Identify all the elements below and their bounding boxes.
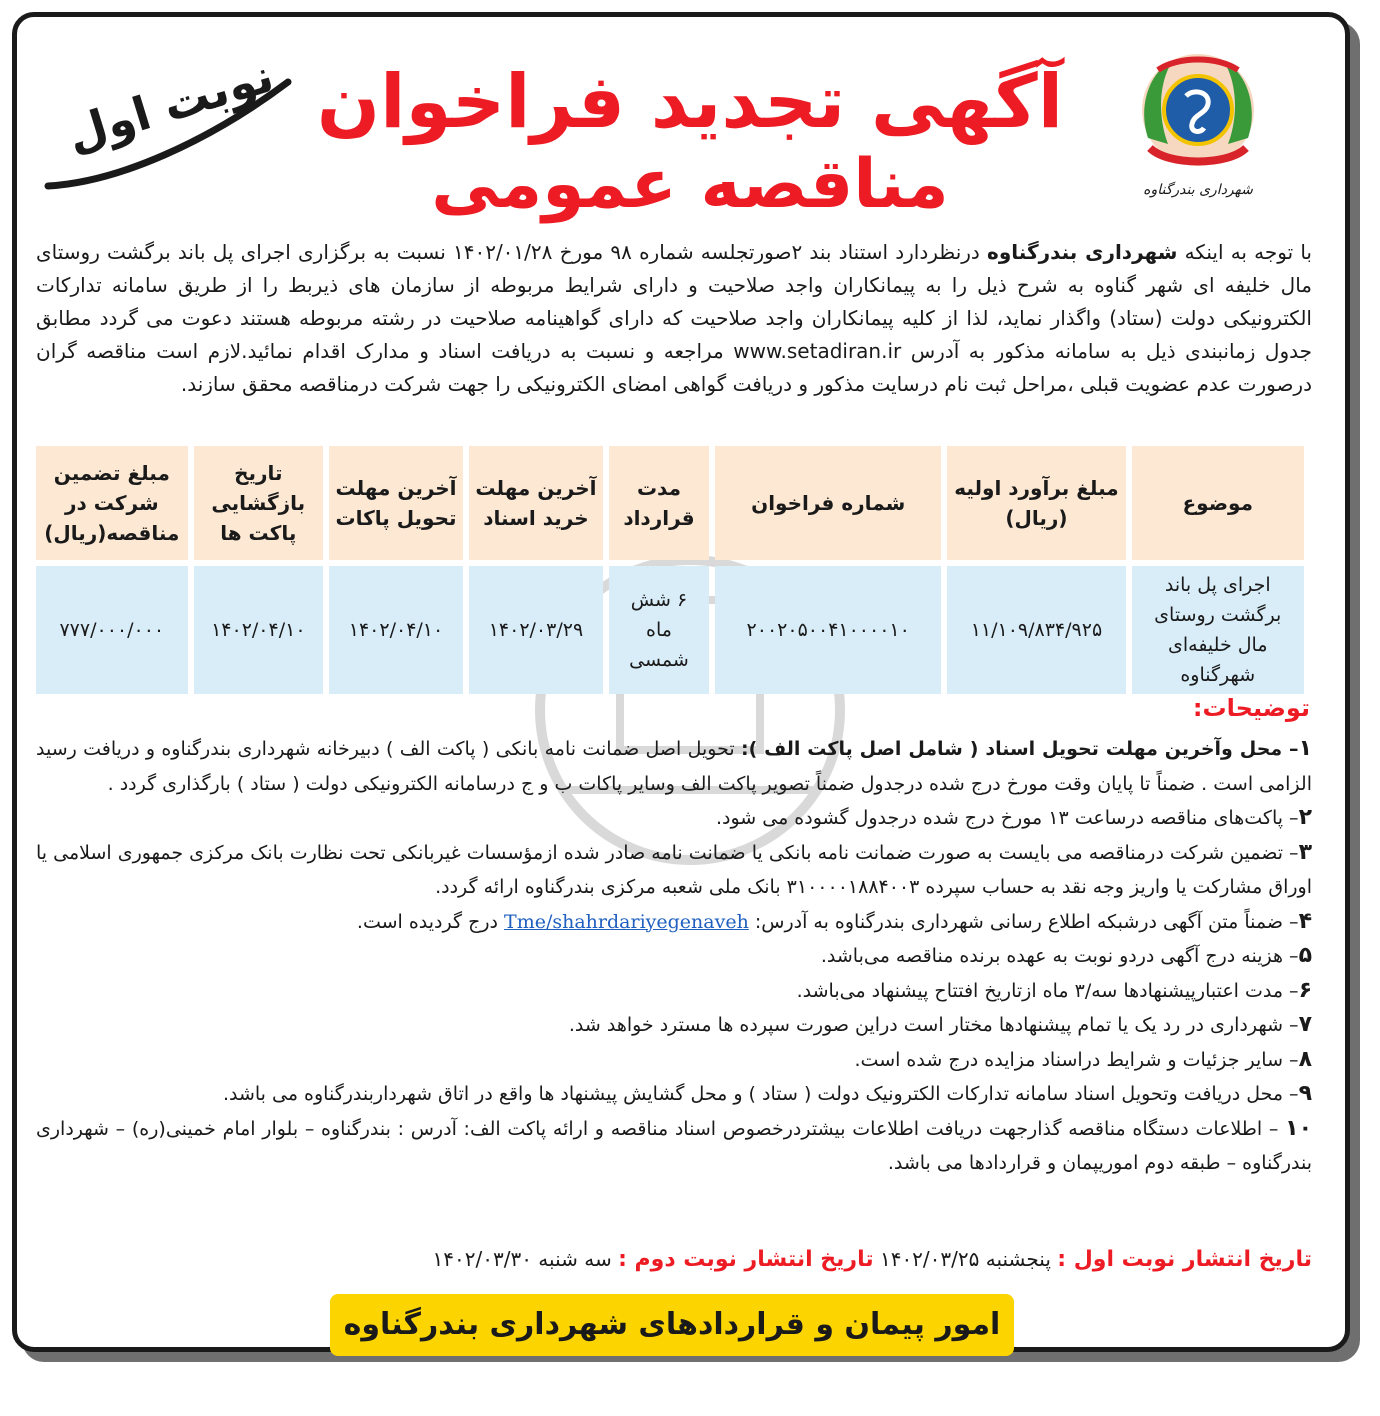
cell-doc-deadline: ۱۴۰۲/۰۳/۲۹ [469,566,603,694]
first-round-stamp-text: نوبت اول [60,48,280,162]
note-number: ۷ [1298,1012,1312,1037]
cell-guarantee: ۷۷۷/۰۰۰/۰۰۰ [36,566,188,694]
note-text: – سایر جزئیات و شرایط دراسناد مزایده درج شده است. [854,1048,1299,1071]
second-publication-date: سه شنبه ۱۴۰۲/۰۳/۳۰ [432,1247,619,1271]
note-text: – شهرداری در رد یک یا تمام پیشنهادها مختار است دراین صورت سپرده ها مسترد خواهد شد. [568,1014,1299,1036]
note-item-10 [36,1112,1312,1181]
table-row [36,566,1304,694]
note-text: – تضمین شرکت درمناقصه می بایست به صورت ضمانت نامه بانکی یا ضمانت نامه صادر شده ازمؤسسات غیربانکی تحت نظارت بانک مرکزی جمهوری اسلامی یا اوراق مشارکت یا واریز وجه نقد به حساب سپرده ۳۱۰۰۰۰۱۸۸۴۰۰۳ بانک ملی شعبه مرکزی بندرگناوه ارائه گردد. [36,841,1312,898]
note-text: – پاکت‌های مناقصه درساعت ۱۳ مورخ درج شده درجدول گشوده می شود. [715,807,1299,829]
note-item-3 [36,836,1312,905]
header-estimate: مبلغ برآورد اولیه (ریال) [947,446,1125,560]
note-number: ۱۰ [1285,1115,1312,1141]
header-subject: موضوع [1132,446,1305,560]
footer-department-banner: امور پیمان و قراردادهای شهرداری بندرگناوه [330,1294,1014,1356]
intro-organization: شهرداری بندرگناوه [987,240,1178,264]
note-item-6 [36,974,1312,1009]
note-text: – اطلاعات دستگاه مناقصه گذارجهت دریافت اطلاعات بیشتردرخصوص اسناد مناقصه و ارائه پاکت الف: آدرس : بندرگناوه – بلوار امام خمینی(ره) – شهرداری بندرگناوه – طبقه دوم اموریپمان و قراردادها می باشد. [36,1117,1312,1174]
header-call-number: شماره فراخوان [715,446,941,560]
header-envelope-deadline: آخرین مهلت تحویل پاکات [329,446,463,560]
note-item-8 [36,1043,1312,1078]
note-number: ۲ [1298,805,1312,830]
cell-estimate: ۱۱/۱۰۹/۸۳۴/۹۲۵ [947,566,1125,694]
telegram-link[interactable]: Tme/shahrdariyegenaveh [504,910,749,933]
emblem-caption: شهرداری بندرگناوه [1143,182,1253,198]
header-duration: مدت قرارداد [609,446,709,560]
tender-table [30,440,1310,700]
note-text: – محل دریافت وتحویل اسناد سامانه تدارکات الکترونیک دولت ( ستاد ) و محل گشایش پیشنهاد ها واقع در اتاق شهرداربندرگناوه می باشد. [222,1083,1299,1105]
note-number: ۱ [1298,736,1312,761]
note-number: ۶ [1298,977,1312,1003]
title-line-2: مناقصه عمومی [431,145,949,224]
note-lead: – محل وآخرین مهلت تحویل اسناد ( شامل اصل پاکت الف ): [740,738,1299,760]
cell-duration: ۶ شش ماه شمسی [609,566,709,694]
title-line-1: آگهی تجدید فراخوان [316,59,1064,145]
note-text: – هزینه درج آگهی دردو نوبت به عهده برنده مناقصه می‌باشد. [820,945,1299,967]
second-publication-label: تاریخ انتشار نوبت دوم : [618,1247,874,1272]
note-item-2 [36,801,1312,836]
note-text: تحویل اصل ضمانت نامه بانکی ( پاکت الف ) دبیرخانه شهرداری بندرگناوه و دریافت رسید الزامی است . ضمناً تا پایان وقت مورخ درج شده درجدول ضمناً تصویر پاکت الف وسایر پاکات ب و ج درسامانه الکترونیکی دولت ( ستاد ) بارگذاری گردد . [36,738,1312,795]
table-header-row [36,446,1304,560]
note-number: ۳ [1298,839,1312,865]
intro-text-rest: درنظردارد استناد بند ۲صورتجلسه شماره ۹۸ مورخ ۱۴۰۲/۰۱/۲۸ نسبت به برگزاری اجرای پل باند برگشت روستای مال خلیفه ای شهر گناوه به شرح ذیل را به پیمانکاران واجد صلاحیت و دارای شرایط مربوطه از سازمان های ذیربط را از طریق سامانه تدارکات الکترونیکی دولت (ستاد) واگذار نماید، لذا از کلیه پیمانکاران واجد صلاحیت که دارای گواهینامه صلاحیت در رشته مربوطه هستند دعوت می گردد مطابق جدول زمانبندی ذیل به سامانه مذکور به آدرس www.setadiran.ir مراجعه و نسبت به دریافت اسناد و مدارک اقدام نمائید.لازم است مناقصه گران درصورت عدم عضویت قبلی ،مراحل ثبت نام درسایت مذکور و دریافت گواهی امضای الکترونیکی را جهت شرکت درمناقصه محقق سازند. [36,240,1312,396]
note-item-5 [36,939,1312,974]
note-number: ۴ [1298,908,1312,934]
header-doc-deadline: آخرین مهلت خرید اسناد [469,446,603,560]
note-text: – ضمناً متن آگهی درشبکه اطلاع رسانی شهرداری بندرگناوه به آدرس: [748,910,1299,933]
note-number: ۸ [1298,1046,1312,1072]
note-number: ۵ [1298,943,1312,968]
note-text: – مدت اعتبارپیشنهادها سه/۳ ماه ازتاریخ افتتاح پیشنهاد می‌باشد. [796,979,1299,1002]
note-item-4 [36,905,1312,940]
note-item-9 [36,1077,1312,1112]
first-publication-label: تاریخ انتشار نوبت اول : [1057,1247,1312,1272]
note-text-tail: درج گردیده است. [356,910,505,933]
note-item-7 [36,1008,1312,1043]
cell-opening-date: ۱۴۰۲/۰۴/۱۰ [194,566,323,694]
cell-call-number: ۲۰۰۲۰۵۰۰۴۱۰۰۰۰۱۰ [715,566,941,694]
cell-subject: اجرای پل باند برگشت روستای مال خلیفه‌ای شهرگناوه [1132,566,1305,694]
notes-list [36,732,1312,1181]
intro-paragraph [36,236,1312,401]
note-number: ۹ [1298,1081,1312,1106]
header-guarantee: مبلغ تضمین شرکت در مناقصه(ریال) [36,446,188,560]
intro-text-start: با توجه به اینکه [1177,240,1313,264]
header-opening-date: تاریخ بازگشایی پاکت ها [194,446,323,560]
publication-dates [36,1242,1312,1277]
note-item-1 [36,732,1312,801]
first-publication-date: پنجشنبه ۱۴۰۲/۰۳/۲۵ [873,1247,1058,1271]
cell-envelope-deadline: ۱۴۰۲/۰۴/۱۰ [329,566,463,694]
notes-title: توضیحات: [1192,694,1310,722]
